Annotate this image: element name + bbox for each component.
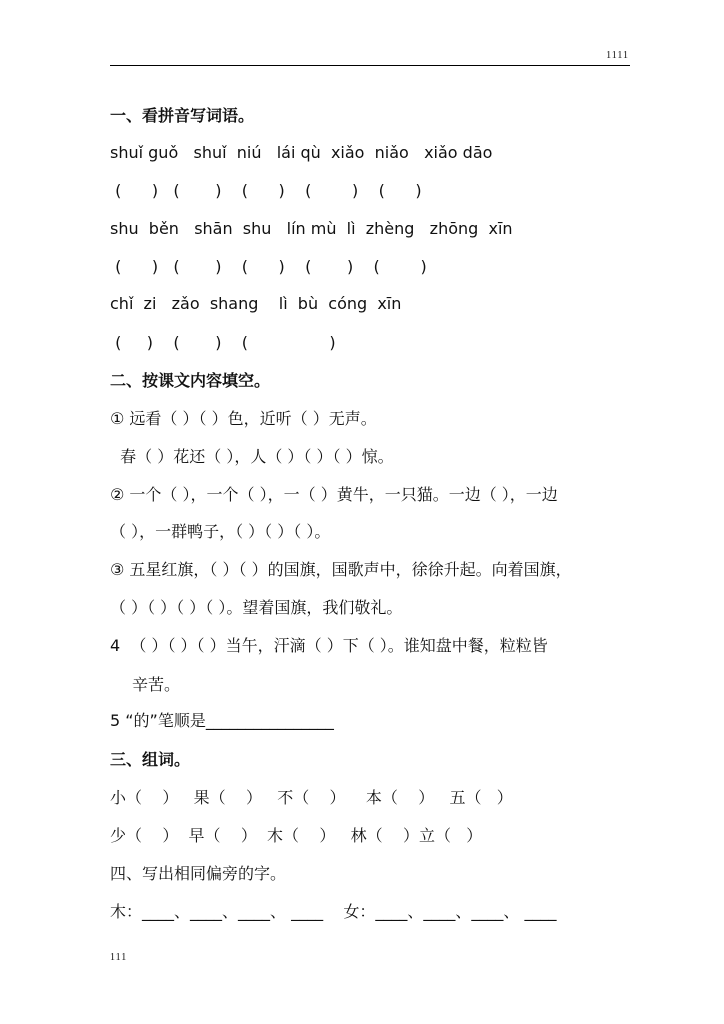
section2-title: 二、按课文内容填空。 <box>110 371 271 390</box>
footer-page-mark: 111 <box>110 952 128 963</box>
fill-line-2: 春（ ）花还（ ），人（ ）（ ）（ ）惊。 <box>110 447 394 466</box>
answer-row-2: ( ) ( ) ( ) ( ) ( ) <box>110 257 427 276</box>
header-page-mark: 1111 <box>606 50 629 61</box>
fill-line-1: ① 远看（ ）（ ）色，近听（ ）无声。 <box>110 409 377 428</box>
section4-title: 四、写出相同偏旁的字。 <box>110 864 287 883</box>
answer-row-3: ( ) ( ) ( ) <box>110 333 336 352</box>
header-rule <box>110 65 630 66</box>
fill-line-3: ② 一个（ ），一个（ ），一（ ）黄牛，一只猫。一边（ ），一边 <box>110 485 558 504</box>
fill-line-9: 5 “的”笔顺是________________ <box>110 711 334 730</box>
fill-line-4: （ ），一群鸭子，（ ）（ ）（ ）。 <box>110 522 331 541</box>
word-row-1: 小（ ） 果（ ） 不（ ） 本（ ） 五（ ） <box>110 788 513 807</box>
radical-row: 木：____、____、____、 ____ 女：____、____、____、 ____ <box>110 902 557 921</box>
fill-line-5: ③ 五星红旗，（ ）（ ）的国旗，国歌声中，徐徐升起。向着国旗， <box>110 560 572 579</box>
fill-line-7: 4 （ ）（ ）（ ）当午，汗滴（ ）下（ ）。谁知盘中餐，粒粒皆 <box>110 636 548 655</box>
pinyin-row-1: shuǐ guǒ shuǐ niú lái qù xiǎo niǎo xiǎo dāo <box>110 143 493 162</box>
pinyin-row-2: shu běn shān shu lín mù lì zhèng zhōng xīn <box>110 219 513 238</box>
fill-line-6: （ ）（ ）（ ）（ ）。望着国旗，我们敬礼。 <box>110 598 403 617</box>
fill-line-8: 辛苦。 <box>132 675 181 694</box>
pinyin-row-3: chǐ zi zǎo shang lì bù cóng xīn <box>110 294 402 313</box>
section3-title: 三、组词。 <box>110 750 191 769</box>
answer-row-1: ( ) ( ) ( ) ( ) ( ) <box>110 181 422 200</box>
word-row-2: 少（ ） 早（ ） 木（ ） 林（ ）立（ ） <box>110 826 483 845</box>
section1-title: 一、看拼音写词语。 <box>110 106 255 125</box>
